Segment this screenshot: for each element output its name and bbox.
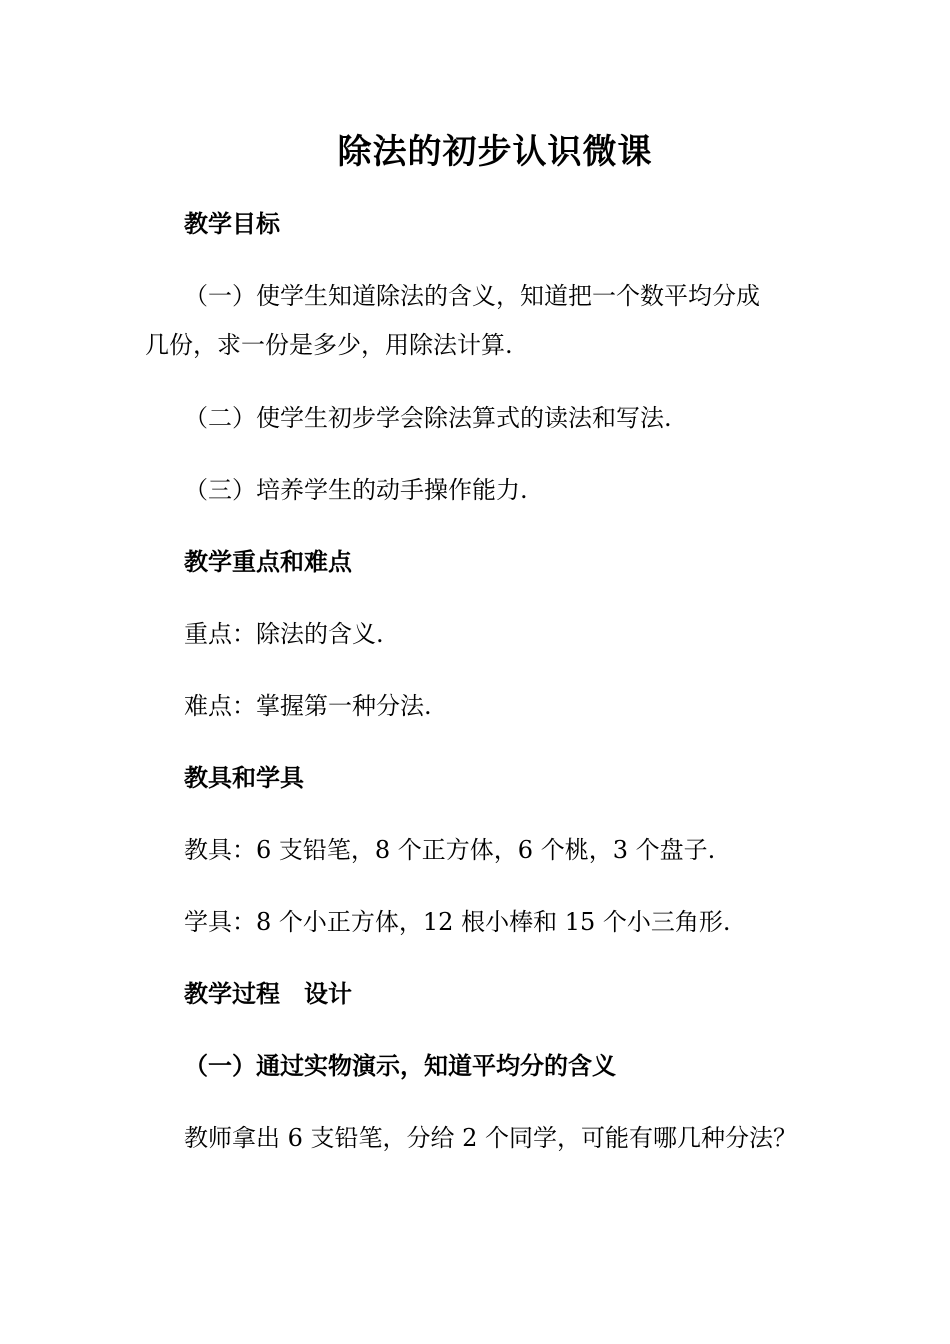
objective-2: （二）使学生初步学会除法算式的读法和写法.	[184, 404, 672, 432]
key-points-heading: 教学重点和难点	[184, 548, 352, 576]
objectives-heading: 教学目标	[184, 210, 280, 238]
focus-point: 重点：除法的含义.	[184, 620, 384, 648]
process-subheading: （一）通过实物演示，知道平均分的含义	[184, 1052, 616, 1080]
learning-aids: 学具：8 个小正方体，12 根小棒和 15 个小三角形.	[184, 908, 731, 936]
objective-1-line-2: 几份，求一份是多少，用除法计算.	[145, 331, 513, 359]
materials-heading: 教具和学具	[184, 764, 304, 792]
document-title: 除法的初步认识微课	[337, 132, 653, 172]
process-paragraph: 教师拿出 6 支铅笔，分给 2 个同学，可能有哪几种分法？	[184, 1124, 798, 1152]
process-heading: 教学过程 设计	[184, 980, 352, 1008]
teaching-aids: 教具：6 支铅笔，8 个正方体，6 个桃，3 个盘子.	[184, 836, 716, 864]
objective-3: （三）培养学生的动手操作能力.	[184, 476, 528, 504]
objective-1-line-1: （一）使学生知道除法的含义，知道把一个数平均分成	[184, 282, 760, 310]
difficulty-point: 难点：掌握第一种分法.	[184, 692, 432, 720]
